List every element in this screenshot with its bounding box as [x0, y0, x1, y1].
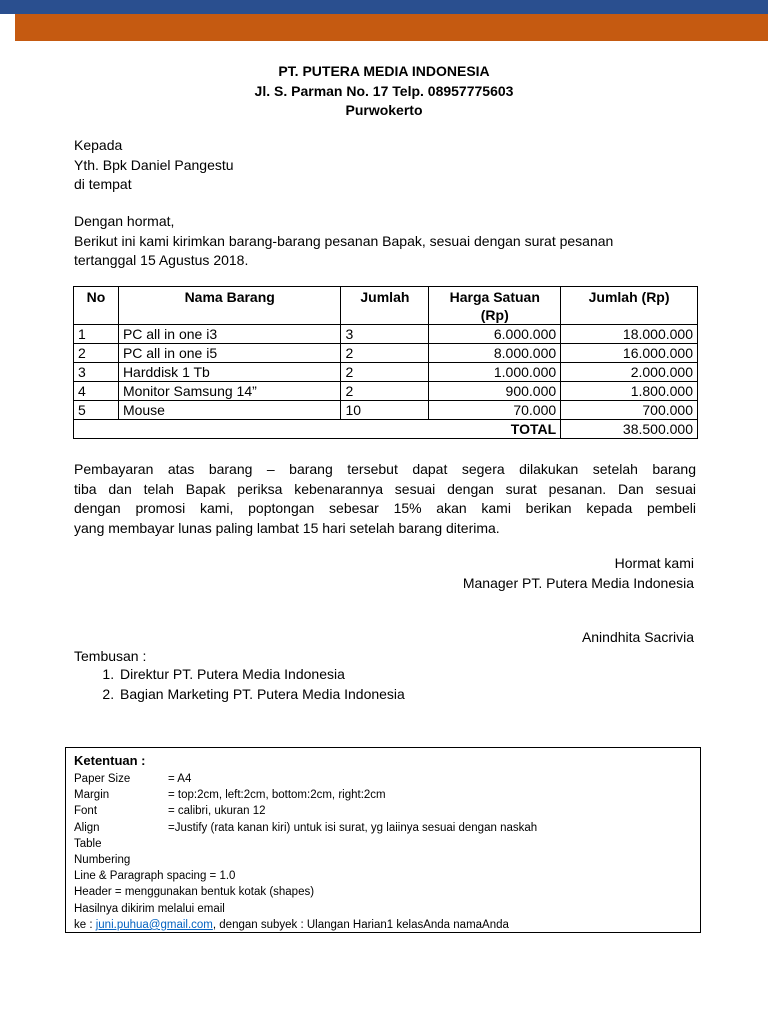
- header-band-orange: [15, 14, 768, 41]
- cell-total: 16.000.000: [561, 344, 698, 363]
- cell-no: 5: [74, 401, 119, 420]
- payment-line-4: yang membayar lunas paling lambat 15 hari setelah barang diterima.: [74, 519, 500, 536]
- payment-line-3: dengan promosi kami, poptongan sebesar 15% akan kami berikan kepada pembeli: [74, 500, 696, 516]
- cell-no: 4: [74, 382, 119, 401]
- total-value: 38.500.000: [561, 420, 698, 439]
- company-city: Purwokerto: [345, 102, 423, 118]
- goods-table: [73, 286, 698, 439]
- payment-line-1: Pembayaran atas barang – barang tersebut dapat segera dilakukan setelah barang: [74, 461, 696, 477]
- cell-price: 70.000: [429, 401, 561, 420]
- cell-total: 2.000.000: [561, 363, 698, 382]
- provision-email-line: [74, 917, 692, 933]
- closing-block: [463, 554, 694, 593]
- provision-value: = calibri, ukuran 12: [168, 805, 266, 818]
- closing-regards: Hormat kami: [614, 555, 694, 571]
- provision-key: Paper Size: [74, 773, 131, 785]
- provision-value: = top:2cm, left:2cm, bottom:2cm, right:2cm: [168, 789, 386, 802]
- opening-line-2: tertanggal 15 Agustus 2018.: [74, 252, 249, 268]
- col-price-line-1: Harga Satuan: [449, 289, 540, 305]
- cell-qty: 10: [341, 401, 429, 420]
- cell-name: PC all in one i5: [118, 344, 341, 363]
- table-row: [74, 363, 698, 382]
- provisions-box: [65, 747, 701, 933]
- cell-price: 1.000.000: [429, 363, 561, 382]
- provision-key: Margin: [74, 789, 110, 802]
- col-price: [429, 287, 561, 325]
- cell-total: 1.800.000: [561, 382, 698, 401]
- provision-numbering: Numbering: [74, 854, 131, 867]
- cell-price: 8.000.000: [429, 344, 561, 363]
- provision-margin: [74, 787, 692, 803]
- cell-price: 900.000: [429, 382, 561, 401]
- cell-total: 700.000: [561, 401, 698, 420]
- provision-subject: , dengan subyek : Ulangan Harian1 kelasAnda namaAnda: [212, 918, 509, 931]
- cc-label: Tembusan :: [74, 648, 147, 664]
- greeting: Dengan hormat,: [74, 213, 175, 229]
- table-total-row: [74, 420, 698, 439]
- provision-key: Align: [74, 821, 100, 834]
- table-row: [74, 344, 698, 363]
- cell-price: 6.000.000: [429, 325, 561, 344]
- payment-paragraph: [74, 460, 696, 538]
- col-total: Jumlah (Rp): [561, 287, 698, 325]
- provision-header: Header = menggunakan bentuk kotak (shapes): [74, 886, 315, 899]
- list-item: 2. Bagian Marketing PT. Putera Media Indonesia: [118, 685, 405, 705]
- cell-no: 2: [74, 344, 119, 363]
- cell-name: Mouse: [118, 401, 341, 420]
- provision-value: = A4: [168, 773, 192, 785]
- col-qty: Jumlah: [341, 287, 429, 325]
- opening-block: [74, 212, 613, 271]
- provision-font: [74, 803, 692, 819]
- table-header-row: [74, 287, 698, 325]
- cell-no: 1: [74, 325, 119, 344]
- recipient-place: di tempat: [74, 176, 132, 192]
- email-link[interactable]: juni.puhua@gmail.com: [95, 918, 213, 931]
- payment-line-2: tiba dan telah Bapak periksa kebenarannya sesuai dengan surat pesanan. Dan sesuai: [74, 480, 696, 497]
- company-address: Jl. S. Parman No. 17 Telp. 08957775603: [254, 82, 514, 99]
- cell-name: PC all in one i3: [118, 325, 341, 344]
- header-band-blue: [0, 0, 768, 14]
- col-name: Nama Barang: [118, 287, 341, 325]
- provision-paper: [74, 771, 692, 787]
- opening-line-1: Berikut ini kami kirimkan barang-barang pesanan Bapak, sesuai dengan surat pesanan: [74, 232, 614, 249]
- total-label: TOTAL: [74, 420, 561, 439]
- cell-qty: 2: [341, 344, 429, 363]
- letterhead: [0, 62, 768, 121]
- list-item: 1. Direktur PT. Putera Media Indonesia: [118, 665, 405, 685]
- signer-name: Anindhita Sacrivia: [581, 629, 694, 645]
- provision-spacing: Line & Paragraph spacing = 1.0: [74, 870, 236, 883]
- provision-align: [74, 820, 692, 836]
- table-row: [74, 382, 698, 401]
- recipient-to: Kepada: [74, 137, 123, 153]
- col-price-line-2: (Rp): [480, 307, 509, 323]
- provision-key: Font: [74, 805, 98, 818]
- provision-send: Hasilnya dikirim melalui email: [74, 902, 225, 915]
- table-row: [74, 401, 698, 420]
- cell-qty: 2: [341, 382, 429, 401]
- table-row: [74, 325, 698, 344]
- recipient-block: [74, 136, 234, 195]
- recipient-name: Yth. Bpk Daniel Pangestu: [74, 156, 234, 173]
- company-name: PT. PUTERA MEDIA INDONESIA: [278, 63, 490, 79]
- provision-ke: ke :: [74, 918, 96, 931]
- provision-table: Table: [74, 837, 102, 850]
- col-no: No: [74, 287, 119, 325]
- cell-name: Monitor Samsung 14”: [118, 382, 341, 401]
- closing-position: Manager PT. Putera Media Indonesia: [462, 574, 694, 591]
- provisions-title: Ketentuan :: [74, 753, 146, 768]
- provision-value: =Justify (rata kanan kiri) untuk isi surat, yg laiinya sesuai dengan naskah: [168, 821, 538, 834]
- cell-total: 18.000.000: [561, 325, 698, 344]
- cell-qty: 3: [341, 325, 429, 344]
- cell-no: 3: [74, 363, 119, 382]
- cell-name: Harddisk 1 Tb: [118, 363, 341, 382]
- cc-list: [74, 665, 405, 704]
- cell-qty: 2: [341, 363, 429, 382]
